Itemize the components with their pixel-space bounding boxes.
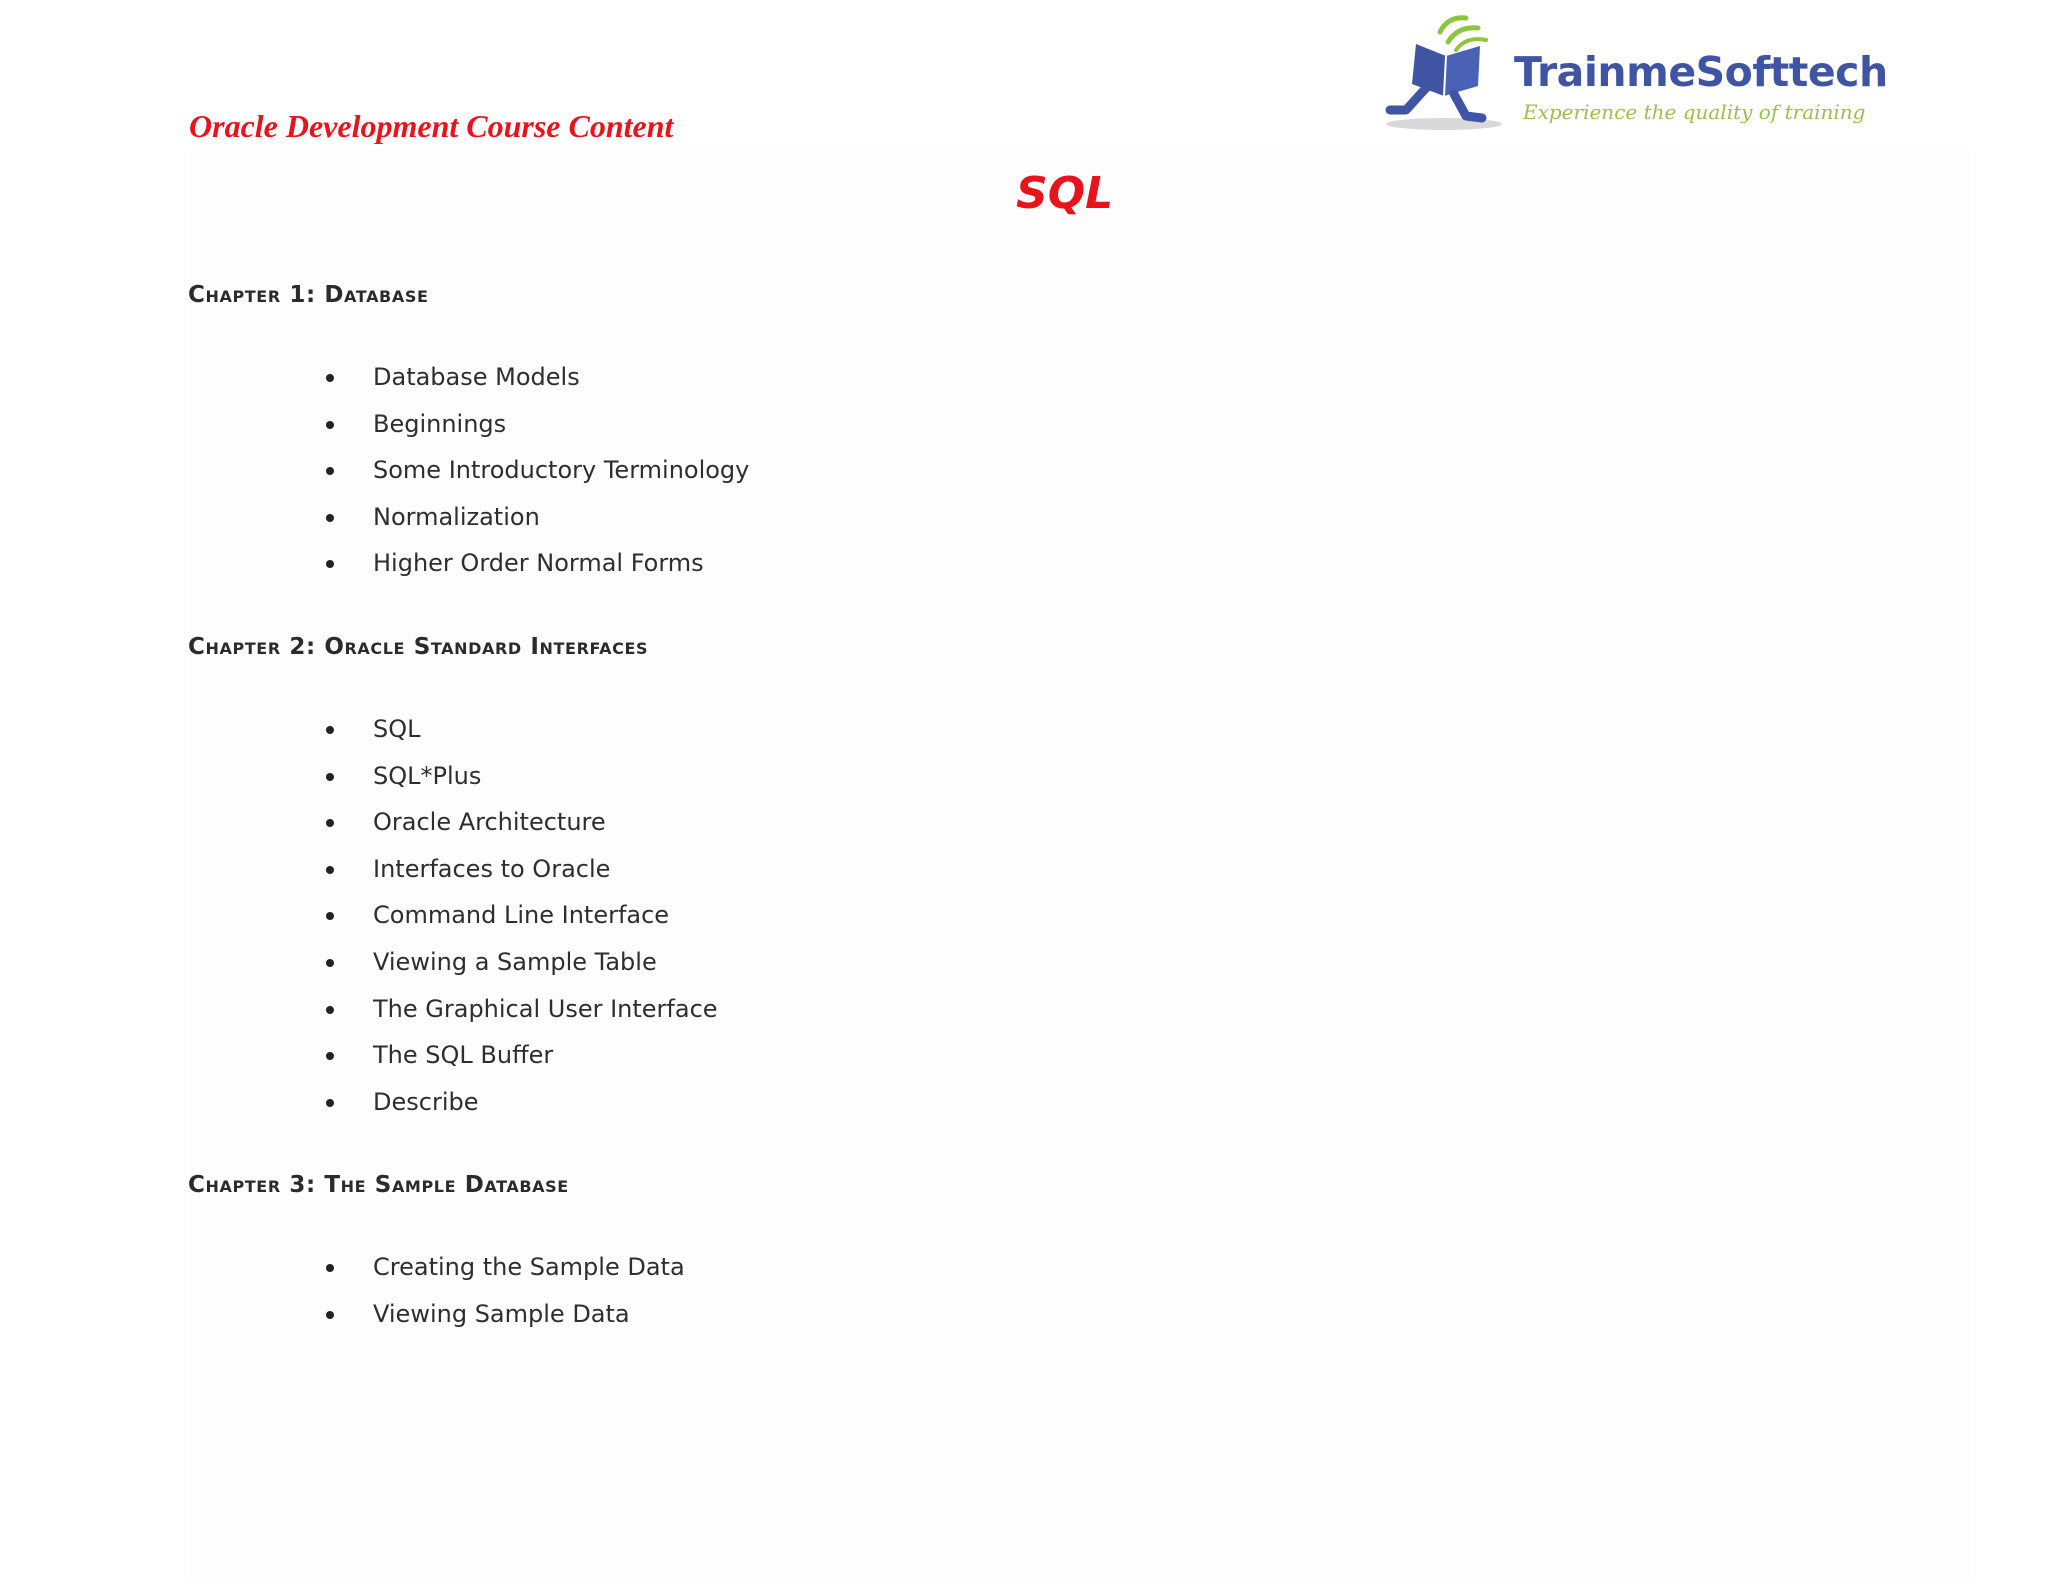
chapter-3-heading: Chapter 3: The Sample Database: [188, 1172, 569, 1198]
subject-title: SQL: [1016, 168, 1114, 219]
topic-text: Beginnings: [373, 409, 507, 438]
logo-company-name: TrainmeSofttech: [1514, 48, 1888, 96]
topic-text: Interfaces to Oracle: [373, 854, 611, 883]
bullet-icon: [326, 1311, 334, 1319]
bullet-icon: [326, 1006, 334, 1014]
bullet-icon: [326, 1099, 334, 1107]
bullet-icon: [326, 374, 334, 382]
company-logo: [1382, 10, 1888, 134]
course-title: Oracle Development Course Content: [189, 108, 674, 144]
chapter-2-heading: Chapter 2: Oracle Standard Interfaces: [188, 634, 649, 660]
logo-tagline: Experience the quality of training: [1523, 100, 1866, 124]
topic-text: Higher Order Normal Forms: [373, 549, 704, 578]
topic-text: Viewing Sample Data: [373, 1299, 630, 1328]
topic-text: The SQL Buffer: [373, 1041, 554, 1070]
topic-text: Database Models: [373, 363, 580, 391]
topic-text: Some Introductory Terminology: [373, 456, 750, 485]
topic-text: SQL: [373, 715, 421, 743]
bullet-icon: [326, 421, 334, 429]
topic-text: Oracle Architecture: [373, 808, 606, 837]
bullet-icon: [326, 959, 334, 967]
topic-text: The Graphical User Interface: [373, 994, 718, 1023]
chapter-1-heading: Chapter 1: Database: [188, 282, 429, 308]
bullet-icon: [326, 514, 334, 522]
running-book-icon: [1382, 10, 1512, 134]
bullet-icon: [326, 1264, 334, 1272]
topic-text: Viewing a Sample Table: [373, 947, 657, 976]
bullet-icon: [326, 773, 334, 781]
topic-text: Normalization: [373, 502, 540, 531]
bullet-icon: [326, 726, 334, 734]
topic-text: Command Line Interface: [373, 901, 670, 930]
topic-text: SQL*Plus: [373, 761, 482, 790]
topic-text: Describe: [373, 1087, 479, 1116]
topic-text: Creating the Sample Data: [373, 1253, 685, 1281]
bullet-icon: [326, 866, 334, 874]
